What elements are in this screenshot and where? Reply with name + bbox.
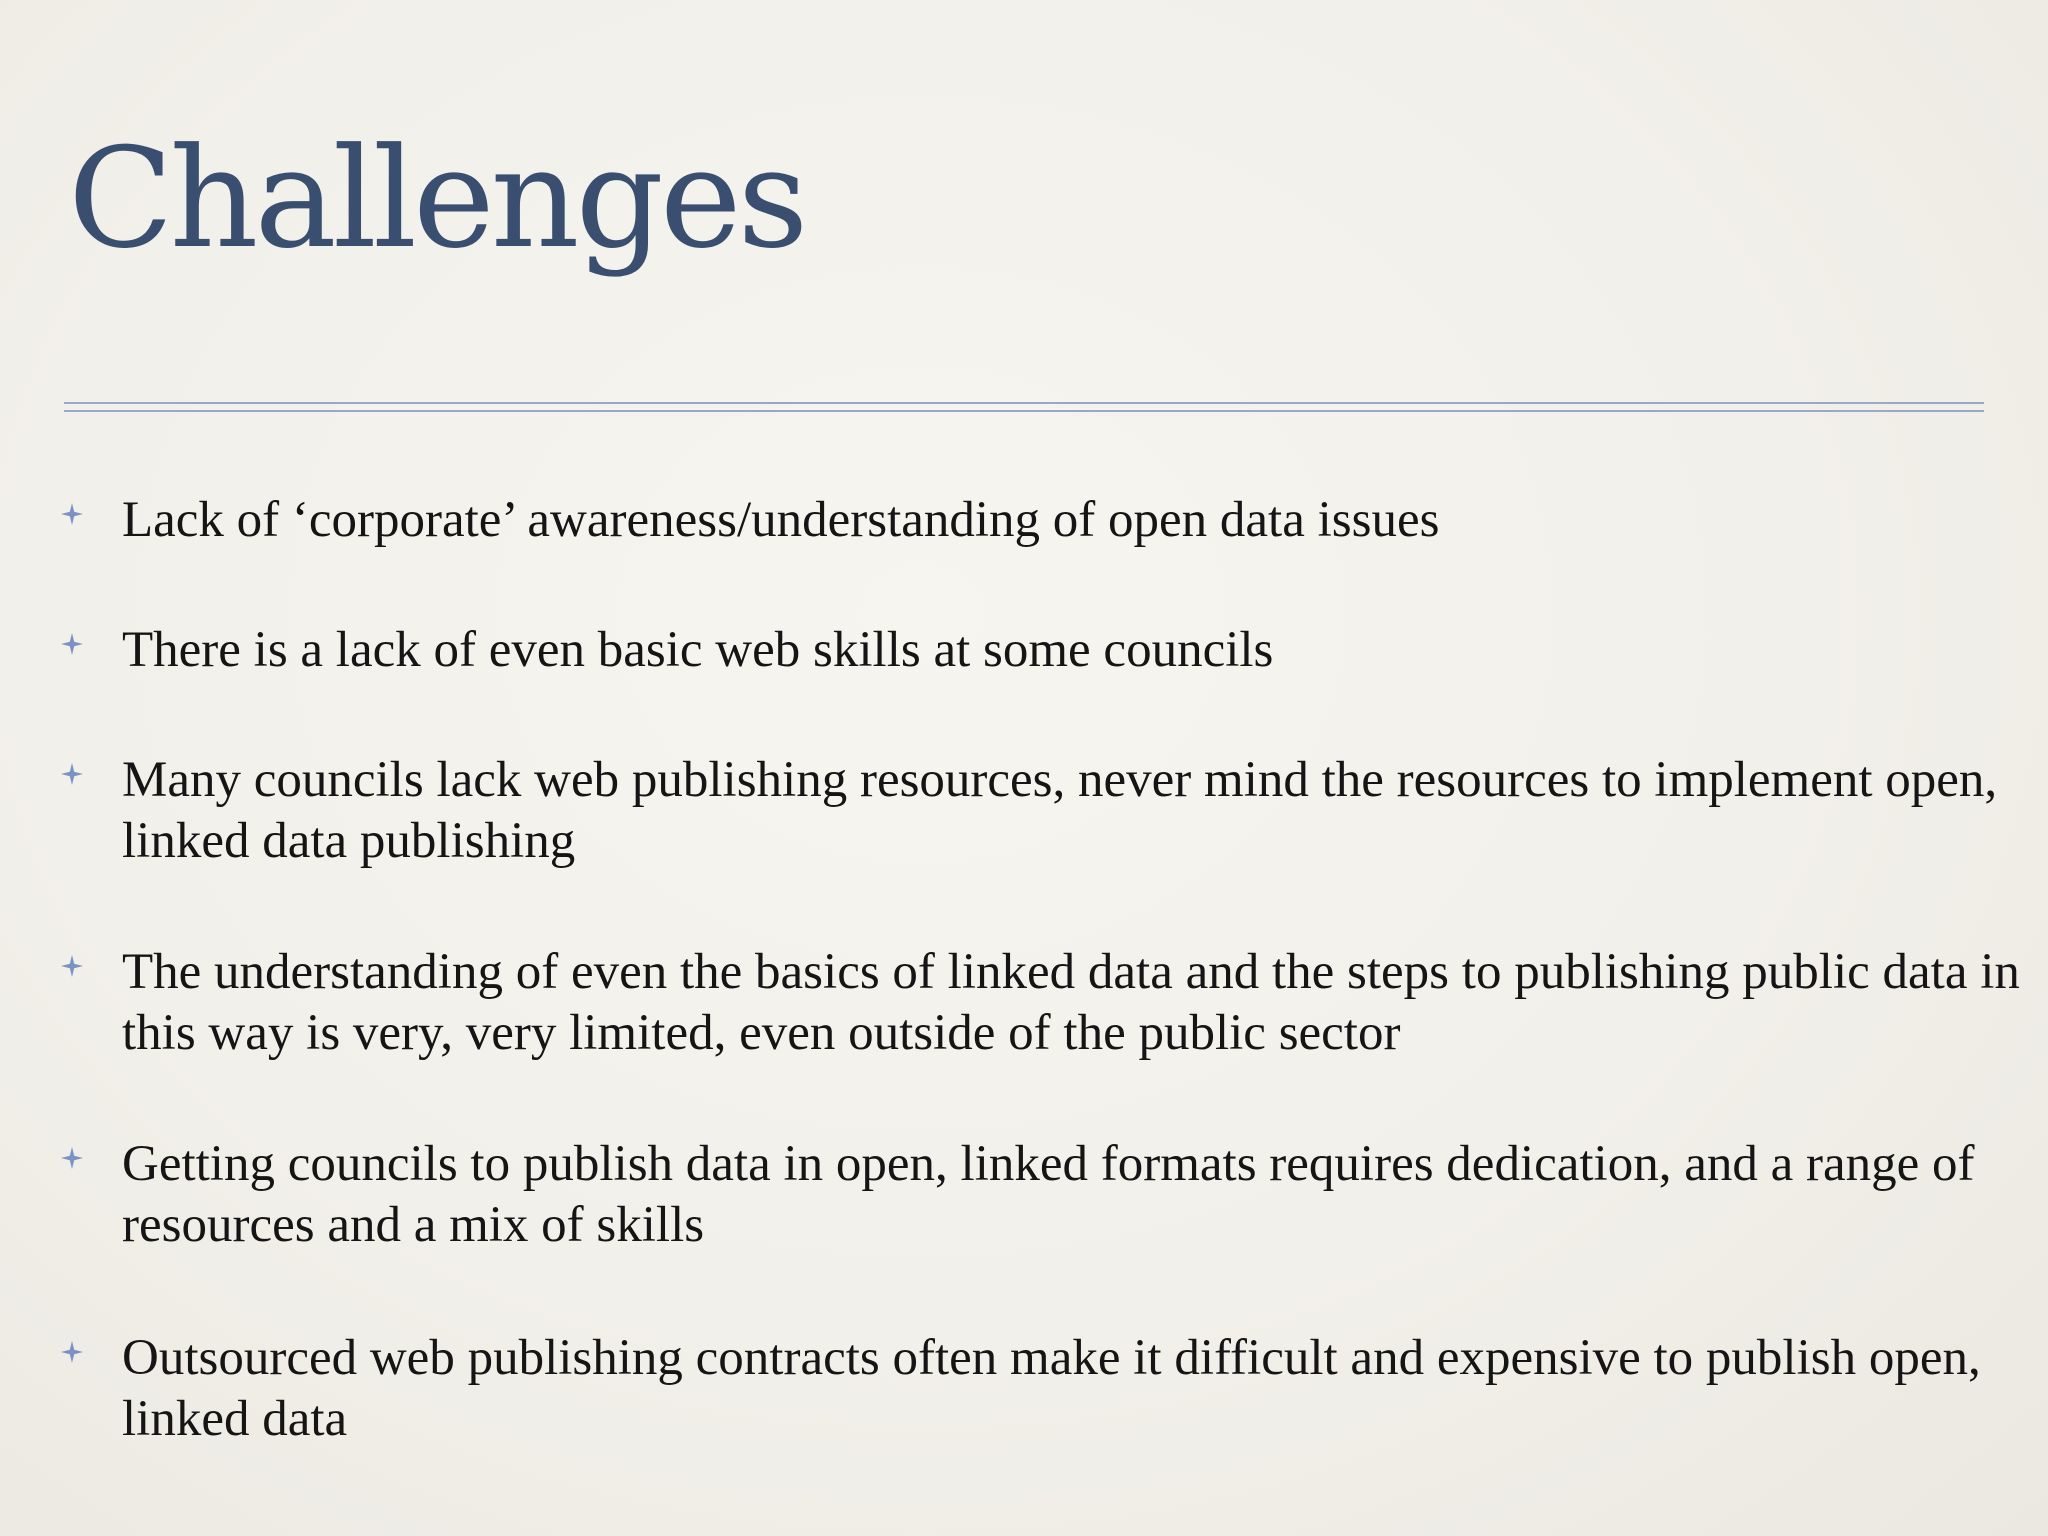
four-point-star-bullet-icon [60, 632, 84, 656]
four-point-star-bullet-icon [60, 1146, 84, 1170]
bullet-text: Outsourced web publishing contracts often make it difficult and expensive to publish open, linked data [122, 1330, 1981, 1447]
four-point-star-bullet-icon [60, 954, 84, 978]
bullet-text: There is a lack of even basic web skills at some councils [122, 622, 1274, 678]
slide-title: Challenges [68, 118, 805, 279]
title-divider-top [64, 402, 1984, 404]
bullet-text: The understanding of even the basics of linked data and the steps to publishing public data in this way is very, very limited, even outside of the public sector [122, 944, 2020, 1061]
four-point-star-bullet-icon [60, 502, 84, 526]
four-point-star-bullet-icon [60, 762, 84, 786]
bullet-text: Many councils lack web publishing resources, never mind the resources to implement open, linked data publishing [122, 752, 1998, 869]
bullet-text: Getting councils to publish data in open, linked formats requires dedication, and a range of resources and a mix of skills [122, 1136, 1975, 1253]
four-point-star-bullet-icon [60, 1340, 84, 1364]
bullet-text: Lack of ‘corporate’ awareness/understanding of open data issues [122, 492, 1440, 548]
title-divider-bottom [64, 410, 1984, 412]
